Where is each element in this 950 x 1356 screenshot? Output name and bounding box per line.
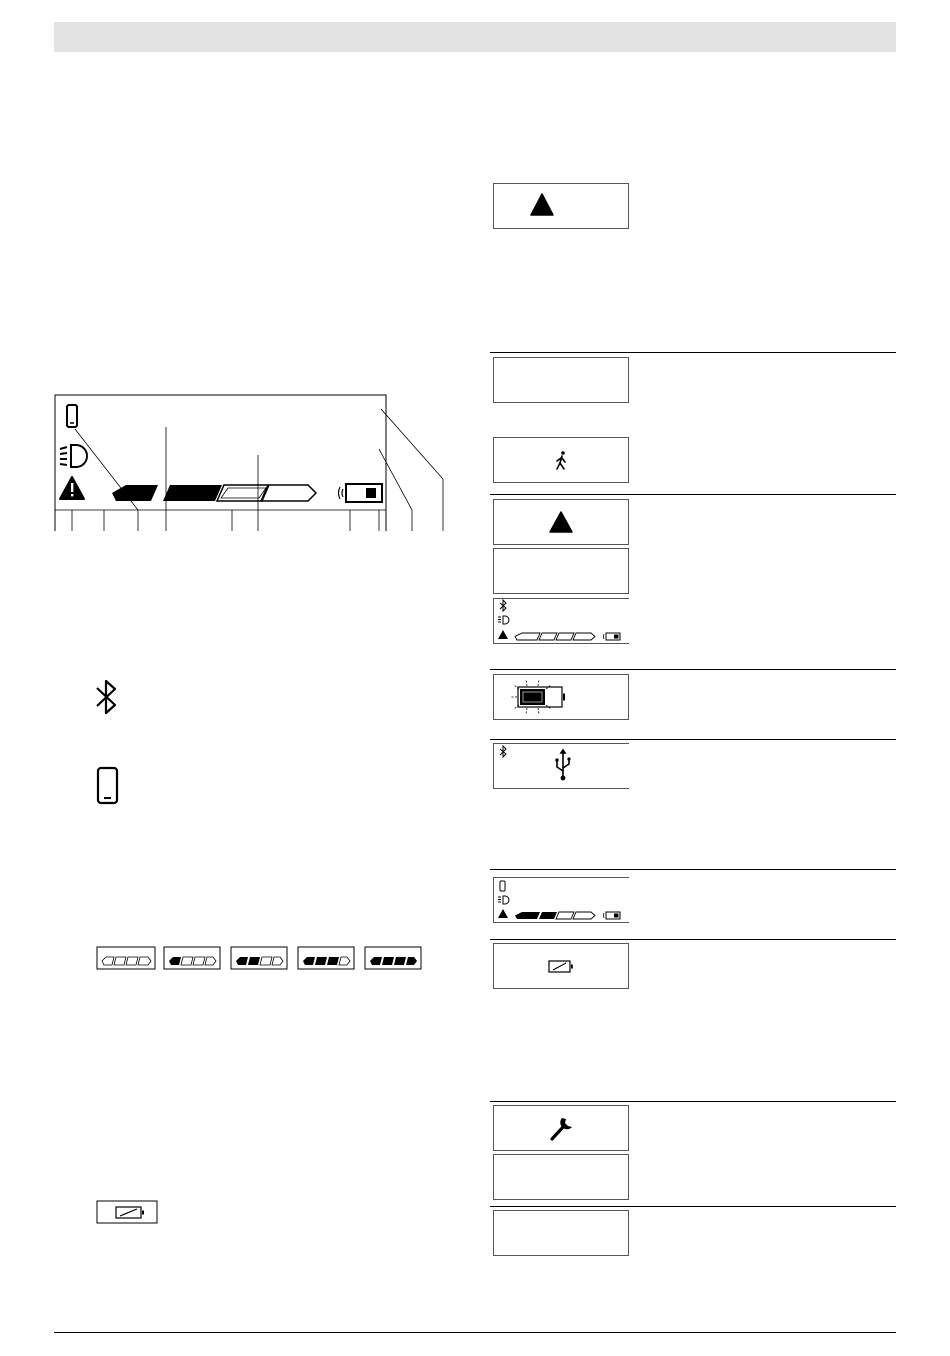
- screen-bluetooth-usb: [493, 743, 629, 789]
- screen-blank: [493, 1154, 629, 1200]
- screen-service: [493, 1105, 629, 1151]
- warning-icon: [498, 909, 508, 918]
- bluetooth-icon: [500, 600, 506, 611]
- warning-icon: [60, 477, 84, 499]
- section-rule: [490, 494, 896, 495]
- smartphone-icon: [95, 766, 121, 806]
- display-overview: [54, 393, 454, 533]
- assist-level-1: [164, 947, 220, 969]
- bluetooth-icon: [500, 746, 506, 757]
- assist-level-4: [365, 947, 421, 969]
- warning-icon: [498, 630, 508, 639]
- callout-ticks: [72, 510, 443, 531]
- light-icon: [498, 896, 509, 904]
- section-rule: [490, 669, 896, 670]
- battery-icon: [604, 633, 621, 640]
- assist-level-bar: [515, 633, 595, 640]
- empty-battery-icon: [116, 1207, 144, 1218]
- screen-mini-display: [493, 598, 629, 644]
- screen-warning: [493, 499, 629, 545]
- screen-empty-battery: [493, 943, 629, 989]
- warning-icon: [531, 194, 553, 215]
- light-icon: [60, 445, 87, 467]
- screen-warning: [493, 183, 629, 229]
- warning-icon: [550, 512, 572, 532]
- screen-battery-charging: [493, 674, 629, 720]
- smartphone-icon: [67, 405, 77, 427]
- assist-level-2: [231, 947, 287, 969]
- section-rule: [490, 1206, 896, 1207]
- assist-level-samples: [96, 946, 426, 970]
- section-rule: [490, 352, 896, 353]
- empty-battery-box: [96, 1200, 158, 1224]
- battery-charging-icon: [511, 680, 565, 714]
- screen-blank: [493, 1210, 629, 1256]
- assist-level-bar: [112, 485, 316, 501]
- battery-icon: [604, 912, 621, 919]
- assist-level-0: [97, 947, 155, 969]
- section-rule: [490, 939, 896, 940]
- empty-battery-icon: [549, 961, 573, 972]
- screen-mini-display: [493, 877, 629, 923]
- assist-level-bar: [515, 912, 595, 919]
- usb-icon: [556, 750, 571, 780]
- battery-icon: [339, 484, 383, 502]
- walk-assist-icon: [557, 451, 565, 469]
- wrench-icon: [552, 1118, 572, 1139]
- section-rule: [490, 739, 896, 740]
- page-footer-rule: [54, 1332, 896, 1333]
- screen-blank: [493, 548, 629, 594]
- bluetooth-icon: [94, 678, 120, 716]
- screen-blank: [493, 357, 629, 403]
- section-rule: [490, 1101, 896, 1102]
- light-icon: [498, 616, 509, 624]
- section-rule: [490, 869, 896, 870]
- smartphone-icon: [500, 881, 505, 891]
- screen-walk-assist: [493, 437, 629, 483]
- page-header-bar: [54, 22, 896, 52]
- assist-level-3: [298, 947, 354, 969]
